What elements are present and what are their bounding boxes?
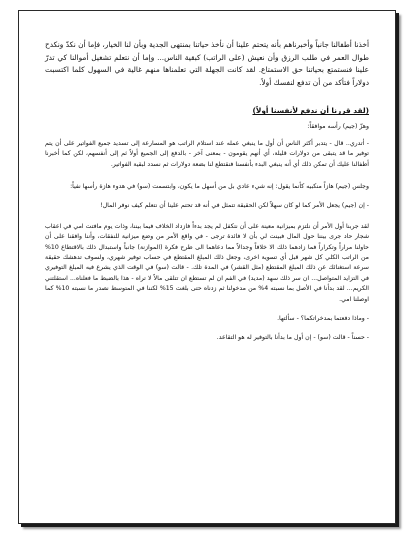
intro-paragraph: أخذنا أطفالنا جانباً وأخبرناهم بأنه يتحتم علينا أن نأخذ حياتنا بمنتهى الجدية وبأن لنا الخيار، فإما أن نكدّ ونكدح طوال العمر في طلب الرزق وأن نعيش (على الراتب) كبقية الناس... وإما أن نتعلم تشغيل أموالنا كي تدرّ علينا فنستمتع بحياتنا حق الاستمتاع. لقد كانت الجهلة التي تعلمناها منهم غالية في السهول كلما اكتسبت دولاراً فتأكد من أن تدفع لنفسك أولاً. <box>45 40 369 87</box>
section-heading: (لقد قررنا أن ندفع لأنفسنا أولاً) <box>252 106 369 116</box>
page-text <box>45 39 369 344</box>
document-page <box>18 10 396 524</box>
paragraph-answer: - حسناً - قالت (سو) - إن أول ما بدأنا بالتوفير له هو التقاعد. <box>216 334 369 342</box>
paragraph-jilles: وجلس (جيم) هازاً منكبيه كأنما يقول: إنه شيء عادي بل من أسهل ما يكون، وابتسمت (سو) في هدوء هازة رأسها نفياً: <box>70 183 369 190</box>
paragraph-jim-nod: وهزّ (جيم) رأسه موافقاً: <box>307 123 369 131</box>
paragraph-jim-quote: - أتدري.. قال - يتدبر أكثر الناس أن أول ما ينبغي عمله عند استلام الراتب هو المسارعة إلى تسديد جميع الفواتير على أن يتم توفير ما قد يتبقى من دولارات قليلة، أي أنهم يقومون - بمعنى آخر - بالدفع إلى الجميع أولاً ثم إلى أنفسهم، لكن كما أخبرنا أطفالنا عليك أن تمكن ذلك أي أنه ينبغي البدء بأنفسنا فنقتطع لنا بضعة دولارات ثم نسدد لبقية الفواتير. <box>45 139 369 168</box>
paragraph-long: لقد جربنا أول الأمر أن نلتزم بميزانية معينة على أن نتكفل لم يجد بدءاً فازداد الخلاف فيما بيننا، وذات يوم مافتت امي في اعقاب شجار حاد جرى بيننا حول المال فبينت لي بأن لا فائدة ترجى - في واقع الأمر من وضع ميزانية للنفقات، وأننا وافقنا على أن حاولنا مراراً وتكراراً فما زادهما ذلك الا خلافاً وجدالاً مما دعاهما الى طرح فكرة (الموازنة) جانباً واستبدال ذلك بالاقتطاع 10% من الراتب الكلي كل شهر قبل أي تسوية اخرى، وجعل ذلك المبلغ المقتطع في حساب توفير شهري، ولسوف تدهشك حقيقة سرعة استغنائك عن ذلك المبلغ المقتطع (مثل القشر) في المدة تلك. - قالت (سو) في الوقت الذي يشرع فيه المبلغ التوفيري في التزايد المتواصل... ان سر ذلك سهد (مديد) في الفم ان لم تستطع ان تتلقى مالاً لا تراه - هذا بالضبط ما فعلناه... استقلتني الكريم... لقد بدأنا في الأصل بما نسبته 4% من مدخولنا ثم زدناه حتى بلغت 15% لكننا في المتوسط نصدر ما نسبته 10% كما اوصلنا امي. <box>45 222 369 303</box>
paragraph-question: - وماذا دفعتما بمدخراتكما؟ - سألتها. <box>277 315 369 323</box>
paragraph-sue-quote: - إن (جيم) يجعل الأمر كما لو كان سهلاً لكن الحقيقة تتمثل في أنه قد تحتم علينا أن نتعلم كيف نوفر المال! <box>100 202 369 210</box>
